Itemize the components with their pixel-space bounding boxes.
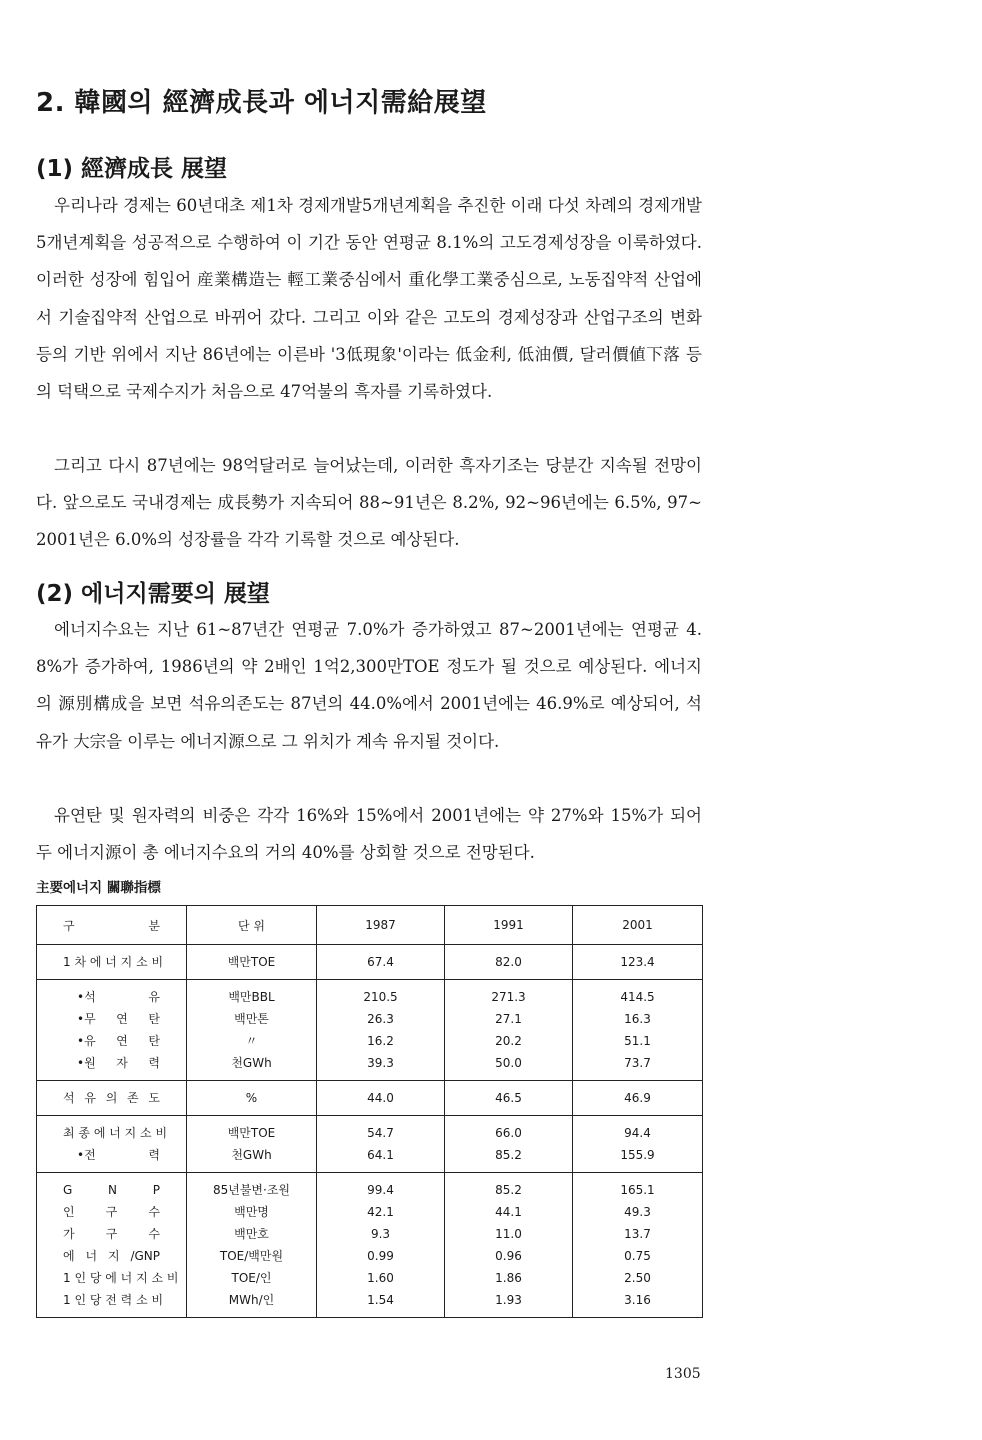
value-1991: 85.2 (445, 1173, 573, 1202)
value-2001: 94.4 (573, 1116, 703, 1145)
value-2001: 16.3 (573, 1008, 703, 1030)
value-1987: 64.1 (317, 1144, 445, 1173)
value-1987: 0.99 (317, 1245, 445, 1267)
row-category: 에 너 지 /GNP (37, 1245, 187, 1267)
row-category: •유 연 탄 (37, 1030, 187, 1052)
table-header-row (37, 906, 703, 945)
row-category: •원 자 력 (37, 1052, 187, 1081)
table-row (37, 1173, 703, 1202)
row-unit: MWh/인 (187, 1289, 317, 1318)
value-1987: 42.1 (317, 1201, 445, 1223)
value-2001: 0.75 (573, 1245, 703, 1267)
section-1-title: (1) 經濟成長 展望 (36, 156, 228, 182)
row-unit: 천GWh (187, 1052, 317, 1081)
section-2-title: (2) 에너지需要의 展望 (36, 581, 270, 607)
value-1987: 54.7 (317, 1116, 445, 1145)
row-unit: 백만호 (187, 1223, 317, 1245)
value-1991: 11.0 (445, 1223, 573, 1245)
table-row (37, 1081, 703, 1116)
row-category: 1 인 당 전 력 소 비 (37, 1289, 187, 1318)
section-2-paragraph-2: 유연탄 및 원자력의 비중은 각각 16%와 15%에서 2001년에는 약 27%와 15%가 되어 두 에너지源이 총 에너지수요의 거의 40%를 상회할 것으로 전망된다. (36, 806, 702, 863)
value-1987: 9.3 (317, 1223, 445, 1245)
value-1991: 271.3 (445, 980, 573, 1009)
value-1991: 46.5 (445, 1081, 573, 1116)
table-group (37, 1173, 703, 1318)
value-1991: 66.0 (445, 1116, 573, 1145)
value-1991: 44.1 (445, 1201, 573, 1223)
value-1987: 16.2 (317, 1030, 445, 1052)
value-1987: 67.4 (317, 945, 445, 980)
page-number: 1305 (665, 1366, 701, 1382)
value-1987: 44.0 (317, 1081, 445, 1116)
value-2001: 414.5 (573, 980, 703, 1009)
value-2001: 123.4 (573, 945, 703, 980)
value-1987: 26.3 (317, 1008, 445, 1030)
row-category: 가 구 수 (37, 1223, 187, 1245)
value-2001: 165.1 (573, 1173, 703, 1202)
table-row (37, 1144, 703, 1173)
table-row (37, 980, 703, 1009)
row-category: •석 유 (37, 980, 187, 1009)
row-category: 최 종 에 너 지 소 비 (37, 1116, 187, 1145)
row-unit: % (187, 1081, 317, 1116)
value-2001: 46.9 (573, 1081, 703, 1116)
row-unit: 백만TOE (187, 945, 317, 980)
section-2-paragraph-1: 에너지수요는 지난 61~87년간 연평균 7.0%가 증가하였고 87~2001년에는 연평균 4.8%가 증가하여, 1986년의 약 2배인 1억2,300만TOE 정도가 될 것으로 예상된다. 에너지의 源別構成을 보면 석유의존도는 87년의 44.0%에서 2001년에는 46.9%로 예상되어, 석유가 大宗을 이루는 에너지源으로 그 위치가 계속 유지될 것이다. (36, 620, 702, 751)
row-unit: TOE/인 (187, 1267, 317, 1289)
header-category: 구 분 (37, 906, 187, 945)
energy-indicators-table (36, 905, 703, 1318)
table-row (37, 1116, 703, 1145)
row-category: G N P (37, 1173, 187, 1202)
header-2001: 2001 (573, 906, 703, 945)
value-1991: 1.86 (445, 1267, 573, 1289)
row-category: 인 구 수 (37, 1201, 187, 1223)
table-group (37, 1081, 703, 1116)
header-1991: 1991 (445, 906, 573, 945)
row-unit: 백만톤 (187, 1008, 317, 1030)
value-2001: 2.50 (573, 1267, 703, 1289)
value-2001: 51.1 (573, 1030, 703, 1052)
table-row (37, 945, 703, 980)
section-1-paragraph-2: 그리고 다시 87년에는 98억달러로 늘어났는데, 이러한 흑자기조는 당분간 지속될 전망이다. 앞으로도 국내경제는 成長勢가 지속되어 88~91년은 8.2%, 92~96년에는 6.5%, 97~2001년은 6.0%의 성장률을 각각 기록할 것으로 예상된다. (36, 456, 702, 550)
row-unit: 85년불변·조원 (187, 1173, 317, 1202)
value-1991: 50.0 (445, 1052, 573, 1081)
value-2001: 73.7 (573, 1052, 703, 1081)
row-unit: 백만BBL (187, 980, 317, 1009)
row-unit: 〃 (187, 1030, 317, 1052)
value-1987: 39.3 (317, 1052, 445, 1081)
table-row (37, 1267, 703, 1289)
table-row (37, 1052, 703, 1081)
value-1987: 1.60 (317, 1267, 445, 1289)
section-1-paragraph-1: 우리나라 경제는 60년대초 제1차 경제개발5개년계획을 추진한 이래 다섯 차례의 경제개발5개년계획을 성공적으로 수행하여 이 기간 동안 연평균 8.1%의 고도경제성장을 이룩하였다. 이러한 성장에 힘입어 産業構造는 輕工業중심에서 重化學工業중심으로, 노동집약적 산업에서 기술집약적 산업으로 바뀌어 갔다. 그리고 이와 같은 고도의 경제성장과 산업구조의 변화 등의 기반 위에서 지난 86년에는 이른바 '3低現象'이라는 低金利, 低油價, 달러價値下落 등의 덕택으로 국제수지가 처음으로 47억불의 흑자를 기록하였다. (36, 196, 702, 402)
table-row (37, 1008, 703, 1030)
header-1987: 1987 (317, 906, 445, 945)
row-unit: TOE/백만원 (187, 1245, 317, 1267)
table-caption: 主要에너지 關聯指標 (36, 880, 161, 896)
row-unit: 백만명 (187, 1201, 317, 1223)
row-unit: 천GWh (187, 1144, 317, 1173)
value-1987: 1.54 (317, 1289, 445, 1318)
table-row (37, 1245, 703, 1267)
header-unit: 단 위 (187, 906, 317, 945)
table-group (37, 945, 703, 980)
table-row (37, 1030, 703, 1052)
value-1991: 27.1 (445, 1008, 573, 1030)
value-2001: 3.16 (573, 1289, 703, 1318)
value-1987: 210.5 (317, 980, 445, 1009)
value-1991: 82.0 (445, 945, 573, 980)
value-2001: 49.3 (573, 1201, 703, 1223)
row-category: •무 연 탄 (37, 1008, 187, 1030)
value-2001: 13.7 (573, 1223, 703, 1245)
table-group (37, 980, 703, 1081)
value-1991: 20.2 (445, 1030, 573, 1052)
table-row (37, 1201, 703, 1223)
table-row (37, 1223, 703, 1245)
row-category: 1 인 당 에 너 지 소 비 (37, 1267, 187, 1289)
main-heading: 2. 韓國의 經濟成長과 에너지需給展望 (36, 88, 487, 118)
row-category: 1 차 에 너 지 소 비 (37, 945, 187, 980)
value-1991: 85.2 (445, 1144, 573, 1173)
table-group (37, 1116, 703, 1173)
value-1991: 0.96 (445, 1245, 573, 1267)
value-1987: 99.4 (317, 1173, 445, 1202)
row-category: 석 유 의 존 도 (37, 1081, 187, 1116)
row-category: •전 력 (37, 1144, 187, 1173)
row-unit: 백만TOE (187, 1116, 317, 1145)
value-2001: 155.9 (573, 1144, 703, 1173)
value-1991: 1.93 (445, 1289, 573, 1318)
table-row (37, 1289, 703, 1318)
